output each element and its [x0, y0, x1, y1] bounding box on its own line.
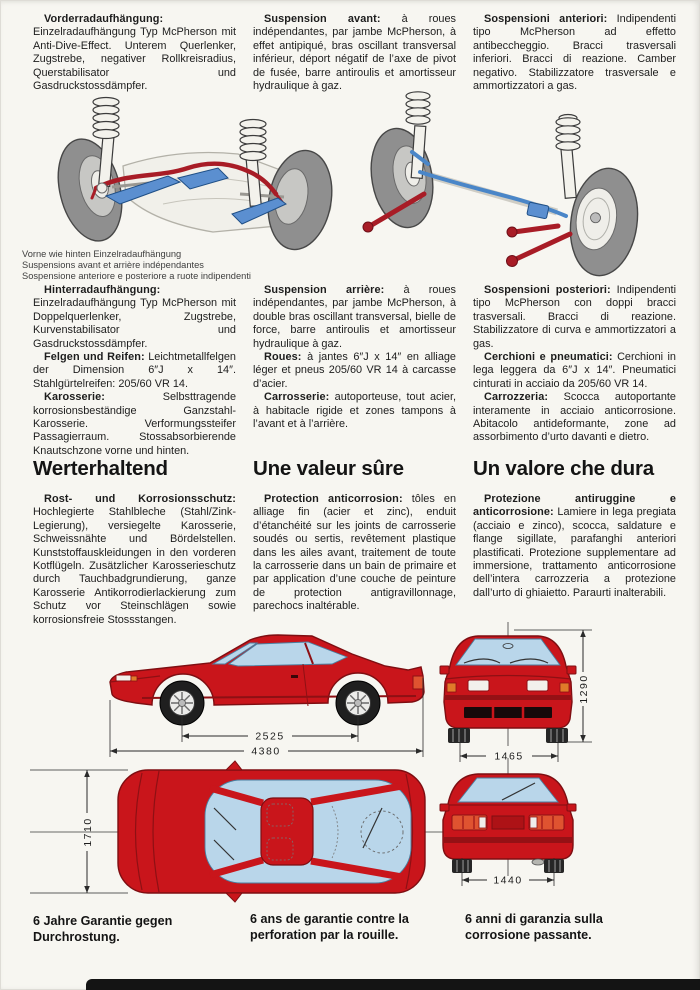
length-label: 4380: [251, 745, 281, 758]
rear-left-wheel: [364, 124, 440, 233]
guarantee-line: Durchrostung.: [33, 929, 120, 944]
spec-body: autoporteuse, tout acier, à habitacle rigide et zones tampons à l’avant et à l’arrière.: [253, 391, 456, 431]
spec-title: Rost- und Korrosionsschutz:: [44, 493, 236, 505]
bumper-strip: [444, 695, 572, 700]
spec-body: Scocca autoportante interamente in acciaio anticorrosione. Abitacolo antideformante, zone ad assorbimento d’urto davanti e dietro.: [473, 391, 676, 444]
spec-title: Protezione antiruggine e anticorrosione:: [473, 493, 676, 519]
paragraph: [473, 284, 676, 351]
column-front-suspension-de: [33, 13, 236, 93]
column-rear-suspension-de: [33, 284, 236, 458]
car-side-view: [100, 618, 450, 760]
caption-line-de: Vorne wie hinten Einzelradaufhängung: [22, 249, 182, 259]
spec-title: Suspension arrière:: [264, 284, 385, 296]
tail-light-left: [452, 815, 487, 830]
car-rear-view: [440, 758, 695, 908]
bumper-intake: [464, 707, 552, 718]
paragraph: [33, 13, 236, 93]
spec-body: Cerchioni in lega leggera da 6″J x 14″. Pneumatici cinturati in acciaio da 205/60 VR 14.: [473, 351, 676, 390]
exhaust-pipe: [532, 859, 544, 865]
spec-body-it: Indipendenti tipo McPherson ad effetto antibeccheggio. Bracci trasversali inferiori. Bracci di reazione. Camber negativo. Stabilizzatore trasversale e ammortizzatori a gas.: [473, 13, 676, 93]
spec-body-fr: à roues indépendantes, par jambe McPherson, à effet antipiqué, bras oscillant transversal inférieur, déport négatif de l’axe de pivot de fusée, barre antiroulis et amortisseur hydraulique à gaz.: [253, 13, 456, 93]
paragraph: [253, 391, 456, 431]
paragraph: [33, 351, 236, 391]
wheel-right: [546, 728, 568, 743]
guarantee-line: perforation par la rouille.: [250, 927, 399, 942]
caption-line-it: Sospensione anteriore e posteriore a ruote indipendenti: [22, 271, 251, 281]
headlight-right: [527, 680, 548, 691]
spec-title: Cerchioni e pneumatici:: [484, 351, 613, 364]
paragraph: [473, 391, 676, 445]
spec-title-it: Sospensioni anteriori:: [484, 13, 608, 25]
paragraph: [253, 284, 456, 351]
spec-title: Hinterradaufhängung:: [44, 284, 161, 296]
indicator-right: [560, 683, 569, 692]
paragraph: [253, 351, 456, 391]
caption-line-fr: Suspensions avant et arrière indépendantes: [22, 260, 204, 270]
door-handle: [291, 675, 298, 678]
spec-title: Carrozzeria:: [484, 391, 549, 404]
paragraph: [473, 13, 676, 93]
front-light: [116, 675, 131, 681]
column-front-suspension-it: [473, 13, 676, 93]
column-value-fr: [253, 457, 456, 614]
paragraph: [473, 493, 676, 600]
width-label: 1710: [81, 817, 94, 847]
rear-anti-roll-bar: [412, 152, 566, 219]
indicator-left: [447, 683, 456, 692]
spec-title: Roues:: [264, 351, 302, 364]
spec-title-fr: Suspension avant:: [264, 13, 381, 25]
column-rear-suspension-it: [473, 284, 676, 445]
column-rear-suspension-fr: [253, 284, 456, 431]
spec-title: Sospensioni posteriori:: [484, 284, 611, 296]
spec-title-de: Vorderradaufhängung:: [44, 13, 164, 25]
column-front-suspension-fr: [253, 13, 456, 93]
mirror-right: [567, 666, 576, 674]
mirror-left: [440, 666, 449, 674]
mirror-bottom: [226, 893, 242, 902]
paragraph: [33, 284, 236, 351]
rear-right-wheel: [564, 164, 644, 280]
car-front-view: [440, 622, 695, 772]
rear-track-label: 1440: [493, 874, 523, 887]
front-track-label: 1465: [494, 750, 524, 763]
spec-title: Protection anticorrosion:: [264, 493, 403, 505]
spec-body: tôles en alliage fin (acier et zinc), enduit d’étanchéité sur les joints de carrosserie soudés ou sertis, revêtement plastique dans les ailes avant, traitement de toute la carrosserie dans un bain de primaire et par application d’une couche de peinture de protection antigravillonnage, parechocs inaltérable.: [253, 493, 456, 613]
guarantee-line: 6 Jahre Garantie gegen: [33, 914, 173, 928]
paragraph: [253, 493, 456, 614]
spec-title: Felgen und Reifen:: [44, 351, 145, 364]
paragraph: [33, 493, 236, 627]
paragraph: [33, 391, 236, 458]
width-dimension: [30, 770, 128, 893]
illustration-caption: [22, 249, 262, 282]
bumper-strip: [443, 837, 573, 843]
spec-body: Indipendenti tipo McPherson con doppi bracci trasversali. Bracci di reazione. Stabilizzatore di curva e ammortizzatori a gas.: [473, 284, 676, 350]
wheelbase-dimension: [182, 716, 358, 743]
mirror-right: [567, 804, 576, 811]
front-suspension-illustration: [28, 94, 363, 269]
scan-edge-bar: [86, 979, 700, 990]
guarantee-de: [33, 914, 213, 945]
section-heading-de: Werterhaltend: [33, 457, 168, 480]
column-value-it: [473, 457, 676, 600]
paragraph: [473, 351, 676, 391]
guarantee-line: corrosione passante.: [465, 927, 592, 942]
section-heading-fr: Une valeur sûre: [253, 457, 404, 480]
headlight-left: [468, 680, 489, 691]
spec-body: Leichtmetallfelgen der Dimension 6″J x 14″. Stahlgürtelreifen: 205/60 VR 14.: [33, 351, 236, 390]
roof-panel: [261, 798, 313, 865]
spec-body: à jantes 6″J x 14″ en alliage léger et pneus 205/60 VR 14 à carcasse d’acier.: [253, 351, 456, 390]
section-heading-it: Un valore che dura: [473, 457, 654, 480]
spec-body: à roues indépendantes, par jambe McPherson, à double bras oscillant transversal, bielle de force, barre antiroulis et amortisseur hydraulique à gaz.: [253, 284, 457, 350]
spec-body: Hochlegierte Stahlbleche (Stahl/Zink-Legierung), versiegelte Karosserie, Schweissnähte und Bördelstellen. Kunststoffauskleidungen in den vorderen Kotflügeln. Zusätzlicher Karosserieschutz durch Tauchbadgrundierung, ganze Karosserie Antikorrodierlackierung zum Schutz vor Steinschlägen sowie korrosionsfreie Stossstangen.: [33, 506, 236, 626]
spec-body: Einzelradaufhängung Typ McPherson mit Doppelquerlenker, Zugstrebe, Kurvenstabilisator und Gasdruckstossdämpfer.: [33, 297, 236, 350]
rear-suspension-illustration: [352, 92, 687, 277]
tail-light-right: [529, 815, 564, 830]
wheelbase-label: 2525: [255, 730, 285, 743]
right-strut: [556, 115, 580, 199]
license-plate-recess: [492, 816, 524, 829]
wheel-left: [448, 728, 470, 743]
height-label: 1290: [577, 674, 590, 704]
guarantee-line: 6 anni di garanzia sulla: [465, 912, 603, 926]
mirror-left: [440, 804, 449, 811]
paragraph: [253, 13, 456, 93]
tail-light-side: [413, 676, 423, 689]
guarantee-fr: [250, 912, 450, 943]
mirror-top: [226, 761, 242, 770]
front-indicator: [131, 676, 137, 681]
front-left-wheel: [48, 132, 131, 247]
spec-body: Lamiere in lega pregiata (acciaio e zinco), scocca, saldature e flange sigillate, parafanghi anteriori plastificati. Protezione supplementare ad immersione, trattamento anticorrosione dell’intera carrozzeria a protezione dall’urto di ghiaietto. Paraurti inalterabili.: [473, 506, 676, 599]
spec-title: Carrosserie:: [264, 391, 330, 404]
spec-title: Karosserie:: [44, 391, 106, 404]
column-value-de: [33, 457, 236, 627]
spec-body: Selbsttragende korrosionsbeständige Ganzstahl-Karosserie. Verformungssteifer Passagierraum. Stossabsorbierende Knautschzone vorne und hinten.: [33, 391, 236, 457]
guarantee-it: [465, 912, 665, 943]
guarantee-line: 6 ans de garantie contre la: [250, 912, 409, 926]
spec-body-de: Einzelradaufhängung Typ McPherson mit Anti-Dive-Effect. Unterem Querlenker, Zugstrebe, negativer Rollkreisradius, Querstabilisator und Gasdruckstossdämpfer.: [33, 26, 236, 93]
car-top-view: [30, 756, 450, 911]
